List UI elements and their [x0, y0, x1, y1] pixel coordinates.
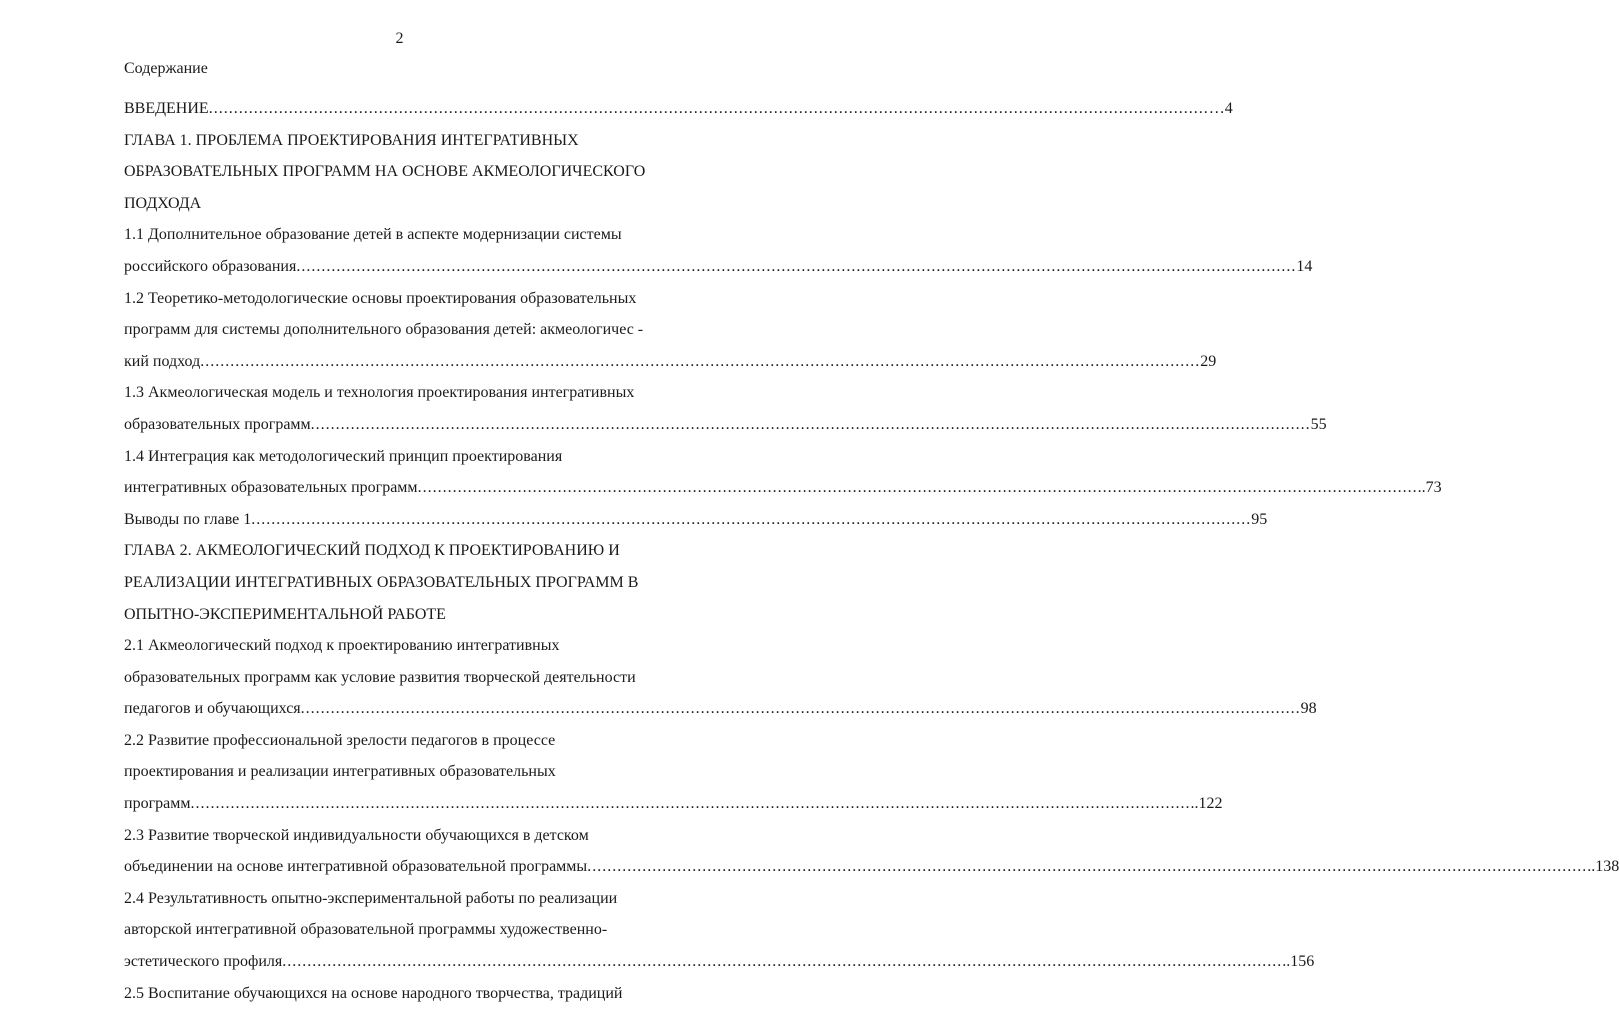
toc-entry-title: Выводы по главе 1	[124, 510, 252, 528]
toc-entry	[124, 535, 714, 630]
toc-entry-last-line	[124, 693, 1317, 725]
toc-entry-title: российского образования	[124, 257, 297, 275]
toc-page-number: 29	[1200, 352, 1217, 370]
toc-entry-last-line	[124, 409, 1327, 441]
toc-entry	[124, 93, 1233, 125]
toc-entry-last-line	[124, 251, 1313, 283]
toc-entry-last-line	[124, 504, 1268, 536]
toc-page-number: ..138	[1587, 858, 1619, 876]
toc-page-number: 55	[1310, 415, 1327, 433]
toc-heading: Содержание	[124, 60, 208, 77]
toc-entry-line: проектирования и реализации интегративных образовательных	[124, 763, 556, 781]
toc-entry-last-line	[124, 851, 1619, 883]
toc-entry	[124, 377, 1327, 440]
toc-entry-line: авторской интегративной образовательной программы художественно-	[124, 921, 608, 939]
dot-leader: ........................................................................................................................................................................................................	[251, 510, 1252, 528]
toc-page-number: 95	[1251, 510, 1268, 528]
toc-entry-line: ГЛАВА 2. АКМЕОЛОГИЧЕСКИЙ ПОДХОД К ПРОЕКТИРОВАНИЮ И	[124, 542, 620, 560]
dot-leader: ........................................................................................................................................................................................................	[282, 953, 1283, 971]
toc-entry-line: РЕАЛИЗАЦИИ ИНТЕГРАТИВНЫХ ОБРАЗОВАТЕЛЬНЫХ ПРОГРАММ В	[124, 573, 639, 591]
toc-entry-line: 2.1 Акмеологический подход к проектированию интегративных	[124, 637, 560, 655]
toc-entry-last-line	[124, 472, 1442, 504]
toc-entry-title: интегративных образовательных программ	[124, 479, 418, 497]
toc-entry-line: образовательных программ как условие развития творческой деятельности	[124, 668, 636, 686]
toc-entry	[124, 125, 714, 220]
toc-entry-line: 2.4 Результативность опытно-экспериментальной работы по реализации	[124, 889, 618, 907]
toc-entry	[124, 978, 714, 1010]
toc-entry-title: объединении на основе интегративной образовательной программы	[124, 858, 588, 876]
toc-entry-last-line	[124, 946, 1315, 978]
toc-entry-last-line	[124, 346, 1217, 378]
toc-page-number: 14	[1296, 257, 1313, 275]
toc-entry-title: кий подход	[124, 352, 201, 370]
toc-page-number: ..73	[1417, 479, 1442, 497]
toc-entry	[124, 283, 1217, 378]
toc-entry	[124, 883, 1315, 978]
toc-page-number: ..156	[1282, 953, 1315, 971]
toc-entry-last-line	[124, 788, 1223, 820]
toc-entry-title: образовательных программ	[124, 415, 311, 433]
dot-leader: ........................................................................................................................................................................................................	[417, 479, 1418, 497]
toc-page-number: …4	[1208, 100, 1233, 117]
toc-entry-line: 1.4 Интеграция как методологический принцип проектирования	[124, 447, 563, 465]
toc-entry-title: педагогов и обучающихся	[124, 700, 301, 718]
toc-entry	[124, 441, 1442, 504]
page-number: 2	[395, 30, 404, 47]
dot-leader: ........................................................................................................................................................................................................	[208, 100, 1209, 117]
toc-entry-title: программ	[124, 795, 191, 813]
toc-entry-line: 1.3 Акмеологическая модель и технология проектирования интегративных	[124, 384, 635, 402]
toc-entry-line: 2.3 Развитие творческой индивидуальности обучающихся в детском	[124, 826, 589, 844]
toc-entry-line: ОПЫТНО-ЭКСПЕРИМЕНТАЛЬНОЙ РАБОТЕ	[124, 605, 446, 623]
toc-entry-line: программ для системы дополнительного образования детей: акмеологичес -	[124, 321, 644, 339]
toc-entry	[124, 219, 1313, 282]
toc-entry	[124, 504, 1268, 536]
toc-entry-line: 2.2 Развитие профессиональной зрелости педагогов в процессе	[124, 731, 556, 749]
toc-entry-line: ПОДХОДА	[124, 194, 202, 212]
dot-leader: ........................................................................................................................................................................................................	[200, 352, 1201, 370]
dot-leader: ........................................................................................................................................................................................................	[296, 257, 1297, 275]
dot-leader: ........................................................................................................................................................................................................	[587, 858, 1588, 876]
toc-entry-title: эстетического профиля	[124, 953, 283, 971]
toc-entry-line: ОБРАЗОВАТЕЛЬНЫХ ПРОГРАММ НА ОСНОВЕ АКМЕОЛОГИЧЕСКОГО	[124, 163, 646, 181]
toc-entry	[124, 725, 1223, 820]
toc-entry-line: 1.2 Теоретико-методологические основы проектирования образовательных	[124, 289, 637, 307]
table-of-contents	[124, 93, 1619, 1009]
toc-entry	[124, 820, 1619, 883]
toc-entry-last-line	[124, 93, 1233, 125]
toc-entry-line: 2.5 Воспитание обучающихся на основе народного творчества, традиций	[124, 984, 623, 1002]
toc-entry-line: ГЛАВА 1. ПРОБЛЕМА ПРОЕКТИРОВАНИЯ ИНТЕГРАТИВНЫХ	[124, 131, 579, 149]
dot-leader: ........................................................................................................................................................................................................	[190, 795, 1191, 813]
toc-entry-title: ВВЕДЕНИЕ	[124, 100, 209, 117]
dot-leader: ........................................................................................................................................................................................................	[310, 415, 1311, 433]
dot-leader: ........................................................................................................................................................................................................	[300, 700, 1301, 718]
toc-entry	[124, 630, 1317, 725]
toc-page-number: ..122	[1190, 795, 1223, 813]
toc-page-number: 98	[1300, 700, 1317, 718]
toc-entry-line: 1.1 Дополнительное образование детей в аспекте модернизации системы	[124, 226, 622, 244]
